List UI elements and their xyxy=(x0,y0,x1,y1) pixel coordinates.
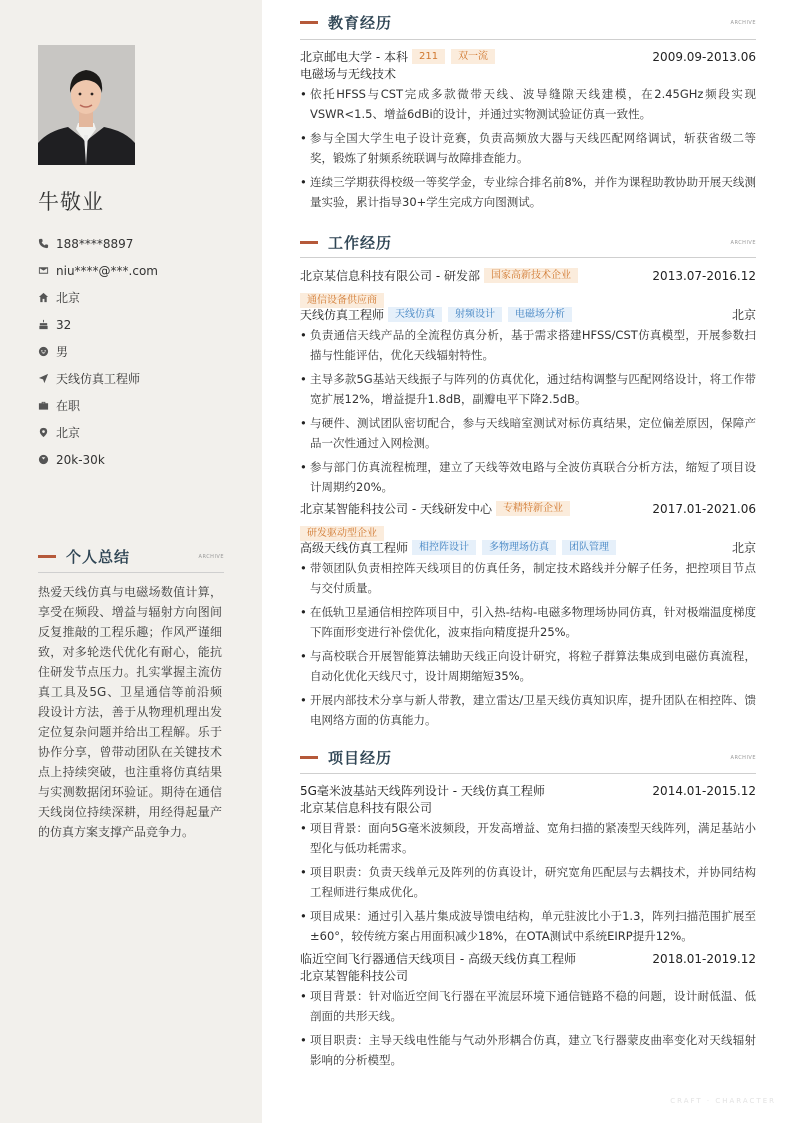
archive-label: ARCHIVE xyxy=(730,754,756,761)
list-item: • 项目背景：面向5G毫米波频段，开发高增益、宽角扫描的紧凑型天线阵列，满足基站小型化与低功耗需求。 xyxy=(300,818,756,858)
education-section-header xyxy=(300,12,756,33)
summary-section-header xyxy=(38,546,224,567)
contact-email xyxy=(38,257,238,284)
candidate-name: 牛敬业 xyxy=(38,190,104,214)
watermark: CRAFT · CHARACTER xyxy=(670,1097,776,1105)
contact-position xyxy=(38,365,238,392)
list-item: • 与硬件、测试团队密切配合，参与天线暗室测试对标仿真结果，定位偏差原因，保障产品一次性通过入网检测。 xyxy=(300,413,756,453)
skill-tag: 射频设计 xyxy=(448,307,502,322)
work-date: 2017.01-2021.06 xyxy=(652,501,756,516)
phone-icon xyxy=(38,237,56,251)
accent-bar xyxy=(38,555,56,558)
education-title: 教育经历 xyxy=(328,14,393,32)
archive-label: ARCHIVE xyxy=(730,19,756,26)
company-tag: 国家高新技术企业 xyxy=(484,268,578,283)
contact-salary xyxy=(38,446,238,473)
contact-salary-text: 20k-30k xyxy=(56,452,105,467)
list-item: • 依托HFSS与CST完成多款微带天线、波导缝隙天线建模，在2.45GHz频段实现VSWR<1.5、增益6dBi的设计，并通过实物测试验证仿真一致性。 xyxy=(300,84,756,124)
work-section-header xyxy=(300,232,756,253)
send-icon xyxy=(38,372,56,386)
work-entry xyxy=(300,267,756,501)
education-bullets xyxy=(300,84,756,212)
list-item: • 带领团队负责相控阵天线项目的仿真任务，制定技术路线并分解子任务，把控项目节点与交付质量。 xyxy=(300,558,756,598)
company-row xyxy=(300,267,756,284)
list-item: • 项目背景：针对临近空间飞行器在平流层环境下通信链路不稳的问题，设计耐低温、低剖面的共形天线。 xyxy=(300,986,756,1026)
company-name: 北京某信息科技有限公司 - 研发部 xyxy=(300,269,480,283)
work-entry xyxy=(300,500,756,734)
portrait-image xyxy=(38,45,135,165)
project-company: 北京某智能科技公司 xyxy=(300,969,409,983)
contact-phone xyxy=(38,230,238,257)
contact-location xyxy=(38,419,238,446)
contact-location-text: 北京 xyxy=(56,426,81,440)
contact-home xyxy=(38,284,238,311)
company-row xyxy=(300,500,756,517)
skill-tag: 相控阵设计 xyxy=(412,540,476,555)
work-bullets xyxy=(300,325,756,497)
contact-status-text: 在职 xyxy=(56,399,81,413)
accent-bar xyxy=(300,241,318,244)
company-tag: 专精特新企业 xyxy=(496,501,570,516)
profile-photo xyxy=(38,45,135,165)
project-entry xyxy=(300,782,756,950)
company-tag-row xyxy=(300,521,756,538)
list-item: • 项目成果：通过引入基片集成波导馈电结构，单元驻波比小于1.3，阵列扫描范围扩展至±60°，较传统方案占用面积减少18%，在OTA测试中系统EIRP提升12%。 xyxy=(300,906,756,946)
school-tag: 双一流 xyxy=(451,49,495,64)
list-item: • 连续三学期获得校级一等奖学金，专业综合排名前8%，并作为课程助教协助开展天线测量实验，累计指导30+学生完成方向图测试。 xyxy=(300,172,756,212)
project-name: 临近空间飞行器通信天线项目 - 高级天线仿真工程师 xyxy=(300,952,576,966)
list-item: • 开展内部技术分享与新人带教，建立雷达/卫星天线仿真知识库，提升团队在相控阵、馈电网络方面的仿真能力。 xyxy=(300,690,756,730)
summary-text: 热爱天线仿真与电磁场数值计算，享受在频段、增益与辐射方向图间反复推敲的工程乐趣；作风严谨细致，对多轮迭代优化有耐心，能抗住研发节点压力。扎实掌握主流仿真工具及5G、卫星通信等前沿频段设计方法，善于从物理机理出发定位复杂问题并给出工程解。乐于协作分享，曾带动团队在关键技术点上持续突破，也注重将仿真结果与实测数据闭环验证。期待在通信天线岗位持续深耕，用经得起量产的仿真方案支撑产品竞争力。 xyxy=(38,585,222,839)
project-bullets xyxy=(300,986,756,1070)
summary-title: 个人总结 xyxy=(66,548,131,566)
archive-label: ARCHIVE xyxy=(198,553,224,560)
contact-age-text: 32 xyxy=(56,317,72,332)
company-name: 北京某智能科技公司 - 天线研发中心 xyxy=(300,502,492,516)
contact-list xyxy=(38,230,238,473)
contact-email-text: niu****@***.com xyxy=(56,263,158,278)
project-bullets xyxy=(300,818,756,946)
mail-icon xyxy=(38,264,56,278)
location-icon xyxy=(38,426,56,440)
company-tag-row xyxy=(300,288,756,305)
project-company-row xyxy=(300,967,756,984)
role-row xyxy=(300,539,756,556)
list-item: • 项目职责：负责天线单元及阵列的仿真设计，研究宽角匹配层与去耦技术，并协同结构工程师进行集成优化。 xyxy=(300,862,756,902)
education-divider xyxy=(300,39,756,40)
contact-home-text: 北京 xyxy=(56,291,81,305)
briefcase-icon xyxy=(38,399,56,413)
skill-tag: 多物理场仿真 xyxy=(482,540,556,555)
summary-divider xyxy=(38,572,224,573)
contact-gender xyxy=(38,338,238,365)
work-city: 北京 xyxy=(731,308,756,322)
company-tag: 通信设备供应商 xyxy=(300,293,384,308)
contact-age xyxy=(38,311,238,338)
work-city: 北京 xyxy=(731,541,756,555)
archive-label: ARCHIVE xyxy=(730,239,756,246)
work-bullets xyxy=(300,558,756,730)
role-row xyxy=(300,306,756,323)
major-row xyxy=(300,65,756,82)
cake-icon xyxy=(38,318,56,332)
school-tag: 211 xyxy=(412,49,445,64)
list-item: • 在低轨卫星通信相控阵项目中，引入热-结构-电磁多物理场协同仿真，针对极端温度梯度下阵面形变进行补偿优化，波束指向精度提升25%。 xyxy=(300,602,756,642)
skill-tag: 天线仿真 xyxy=(388,307,442,322)
project-divider xyxy=(300,773,756,774)
education-entry xyxy=(300,48,756,216)
list-item: • 参与全国大学生电子设计竞赛，负责高频放大器与天线匹配网络调试，斩获省级二等奖，锻炼了射频系统联调与故障排查能力。 xyxy=(300,128,756,168)
project-section-header xyxy=(300,747,756,768)
list-item: • 与高校联合开展智能算法辅助天线正向设计研究，将粒子群算法集成到电磁仿真流程，自动化优化天线尺寸，设计周期缩短35%。 xyxy=(300,646,756,686)
skill-tag: 团队管理 xyxy=(562,540,616,555)
education-header-row xyxy=(300,48,756,65)
contact-phone-text: 188****8897 xyxy=(56,236,134,251)
project-entry xyxy=(300,950,756,1074)
skill-tag: 电磁场分析 xyxy=(508,307,572,322)
accent-bar xyxy=(300,21,318,24)
contact-status xyxy=(38,392,238,419)
accent-bar xyxy=(300,756,318,759)
list-item: • 负责通信天线产品的全流程仿真分析，基于需求搭建HFSS/CST仿真模型，开展参数扫描与性能评估，优化天线辐射特性。 xyxy=(300,325,756,365)
work-date: 2013.07-2016.12 xyxy=(652,268,756,283)
main-content xyxy=(262,0,794,1123)
work-title: 工作经历 xyxy=(328,234,393,252)
project-company-row xyxy=(300,799,756,816)
project-title: 项目经历 xyxy=(328,749,393,767)
sidebar xyxy=(0,0,262,1123)
education-date: 2009.09-2013.06 xyxy=(652,49,756,64)
role-name: 天线仿真工程师 xyxy=(300,308,385,322)
role-name: 高级天线仿真工程师 xyxy=(300,541,409,555)
contact-gender-text: 男 xyxy=(56,345,69,359)
list-item: • 项目职责：主导天线电性能与气动外形耦合仿真，建立飞行器蒙皮曲率变化对天线辐射影响的分析模型。 xyxy=(300,1030,756,1070)
project-header-row xyxy=(300,950,756,967)
project-date: 2018.01-2019.12 xyxy=(652,951,756,966)
school-name: 北京邮电大学 - 本科 xyxy=(300,50,408,64)
project-date: 2014.01-2015.12 xyxy=(652,783,756,798)
face-icon xyxy=(38,345,56,359)
company-tag: 研发驱动型企业 xyxy=(300,526,384,541)
list-item: • 主导多款5G基站天线振子与阵列的仿真优化，通过结构调整与匹配网络设计，将工作带宽扩展12%，增益提升1.8dB，副瓣电平下降2.5dB。 xyxy=(300,369,756,409)
contact-position-text: 天线仿真工程师 xyxy=(56,372,141,386)
project-company: 北京某信息科技有限公司 xyxy=(300,801,433,815)
project-header-row xyxy=(300,782,756,799)
work-divider xyxy=(300,257,756,258)
project-name: 5G毫米波基站天线阵列设计 - 天线仿真工程师 xyxy=(300,784,545,798)
salary-icon xyxy=(38,453,56,467)
major-name: 电磁场与无线技术 xyxy=(300,67,397,81)
list-item: • 参与部门仿真流程梳理，建立了天线等效电路与全波仿真联合分析方法，缩短了项目设计周期约20%。 xyxy=(300,457,756,497)
home-icon xyxy=(38,291,56,305)
